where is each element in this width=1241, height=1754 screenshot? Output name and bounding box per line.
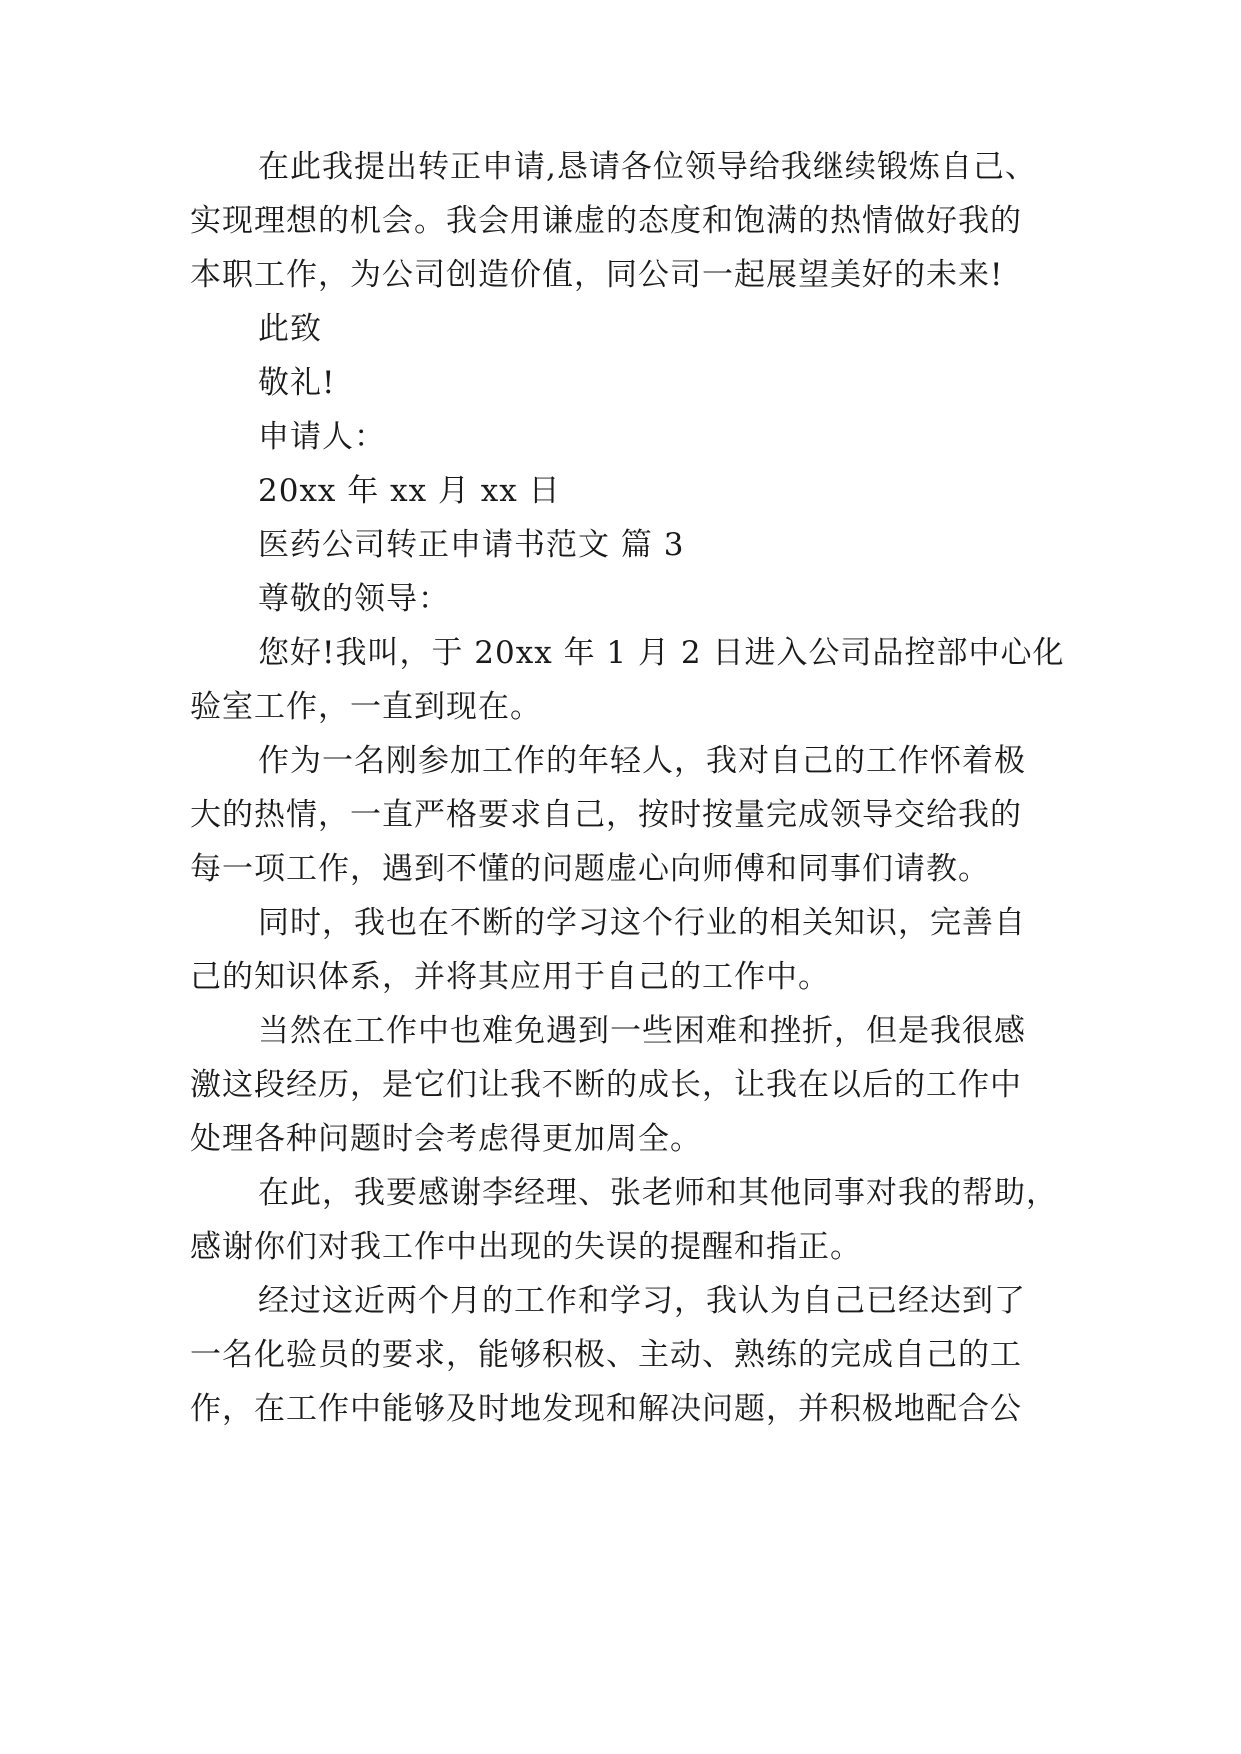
text-line-20: 在此，我要感谢李经理、张老师和其他同事对我的帮助，: [258, 1175, 1058, 1211]
text-line-5: 敬礼!: [258, 365, 336, 401]
text-line-9: 尊敬的领导：: [258, 581, 450, 617]
text-line-21: 感谢你们对我工作中出现的失误的提醒和指正。: [190, 1229, 862, 1265]
text-line-11: 验室工作，一直到现在。: [190, 689, 542, 725]
text-line-16: 己的知识体系，并将其应用于自己的工作中。: [190, 959, 830, 995]
text-line-24: 作，在工作中能够及时地发现和解决问题，并积极地配合公: [190, 1391, 1022, 1427]
section-heading: 医药公司转正申请书范文 篇 3: [258, 527, 685, 563]
text-line-17: 当然在工作中也难免遇到一些困难和挫折，但是我很感: [258, 1013, 1026, 1049]
text-line-15: 同时，我也在不断的学习这个行业的相关知识，完善自: [258, 905, 1026, 941]
text-line-4: 此致: [258, 311, 322, 347]
text-line-18: 激这段经历，是它们让我不断的成长，让我在以后的工作中: [190, 1067, 1022, 1103]
text-line-7: 20xx 年 xx 月 xx 日: [258, 473, 561, 509]
text-line-2: 实现理想的机会。我会用谦虚的态度和饱满的热情做好我的: [190, 203, 1022, 239]
text-line-22: 经过这近两个月的工作和学习，我认为自己已经达到了: [258, 1283, 1026, 1319]
text-line-14: 每一项工作，遇到不懂的问题虚心向师傅和同事们请教。: [190, 851, 990, 887]
text-line-1: 在此我提出转正申请,恳请各位领导给我继续锻炼自己、: [258, 149, 1037, 185]
text-line-13: 大的热情，一直严格要求自己，按时按量完成领导交给我的: [190, 797, 1022, 833]
text-line-10: 您好!我叫，于 20xx 年 1 月 2 日进入公司品控部中心化: [258, 635, 1065, 671]
text-line-23: 一名化验员的要求，能够积极、主动、熟练的完成自己的工: [190, 1337, 1022, 1373]
text-line-3: 本职工作，为公司创造价值，同公司一起展望美好的未来!: [190, 257, 1004, 293]
text-line-6: 申请人：: [258, 419, 386, 455]
text-line-12: 作为一名刚参加工作的年轻人，我对自己的工作怀着极: [258, 743, 1026, 779]
text-line-19: 处理各种问题时会考虑得更加周全。: [190, 1121, 702, 1157]
